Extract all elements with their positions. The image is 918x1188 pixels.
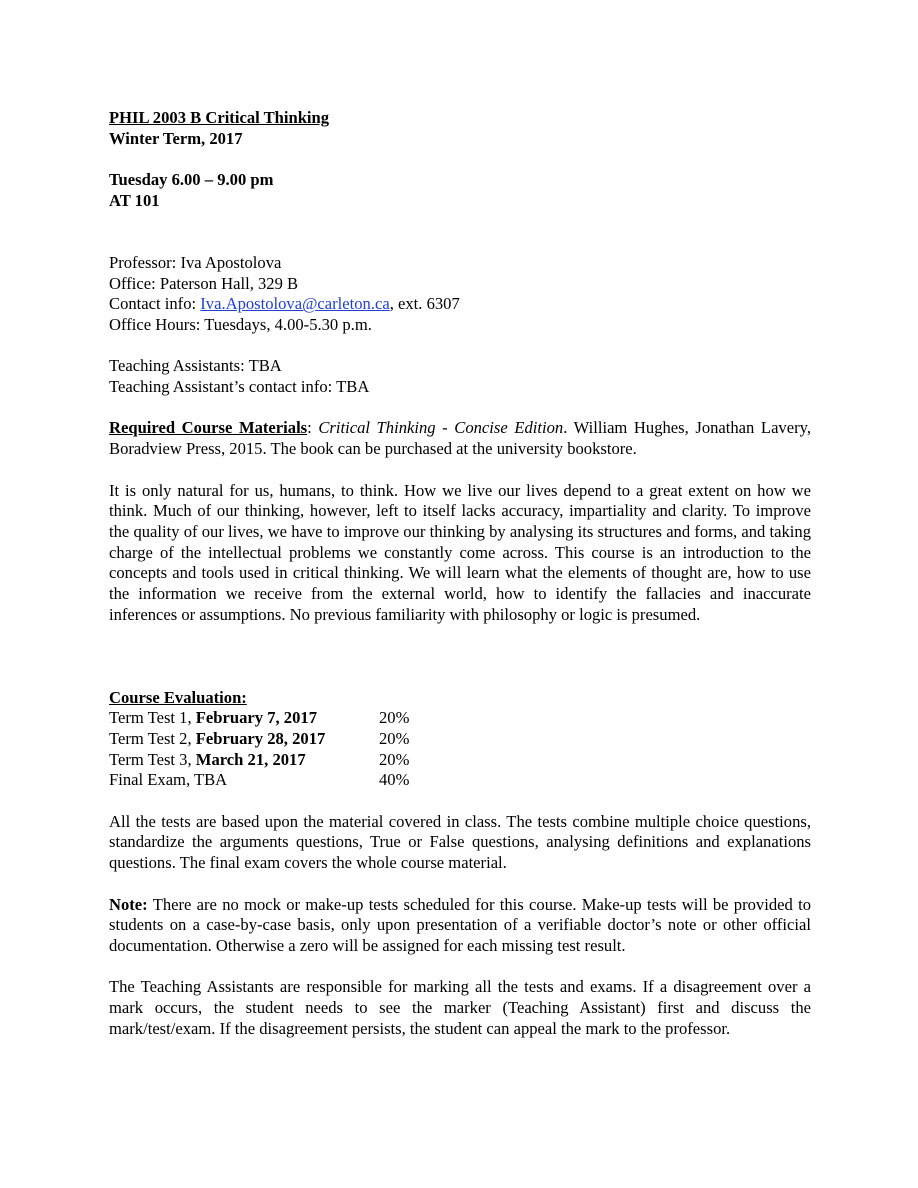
- evaluation-table: [109, 708, 811, 791]
- eval-weight: 20%: [379, 749, 410, 769]
- contact-suffix: , ext. 6307: [389, 294, 460, 314]
- evaluation-row: [109, 770, 811, 791]
- contact-prefix: Contact info:: [109, 294, 201, 314]
- professor-office: Office: Paterson Hall, 329 B: [109, 273, 299, 293]
- course-term: Winter Term, 2017: [109, 128, 243, 148]
- course-time: Tuesday 6.00 – 9.00 pm: [109, 170, 274, 190]
- eval-weight: 20%: [379, 728, 410, 748]
- eval-label: Final Exam, TBA: [109, 770, 228, 790]
- eval-weight: 40%: [379, 770, 410, 790]
- materials-colon: :: [307, 418, 319, 438]
- note-text: There are no mock or make-up tests scheduled for this course. Make-up tests will be provided to students on a case-by-case basis, only upon presentation of a verifiable doctor’s note or other official documentation. Otherwise a zero will be assigned for each missing test result.: [109, 894, 811, 955]
- email-link[interactable]: Iva.Apostolova@carleton.ca: [200, 294, 390, 314]
- makeup-note: [109, 895, 811, 957]
- course-room: AT 101: [109, 190, 160, 210]
- note-label: Note:: [109, 894, 148, 914]
- marking-policy: The Teaching Assistants are responsible for marking all the tests and exams. If a disagreement over a mark occurs, the student needs to see the marker (Teaching Assistant) first and discuss the mark/test/exam. If the disagreement persists, the student can appeal the mark to the professor.: [109, 977, 811, 1038]
- professor-contact: [109, 294, 811, 315]
- eval-label: Term Test 3,: [109, 749, 196, 769]
- evaluation-heading: Course Evaluation:: [109, 687, 247, 707]
- eval-weight: 20%: [379, 708, 410, 728]
- eval-date: March 21, 2017: [195, 749, 306, 769]
- materials-label: Required Course Materials: [109, 418, 308, 438]
- evaluation-row: [109, 729, 811, 750]
- book-title: Critical Thinking - Concise Edition: [318, 418, 564, 438]
- eval-date: February 7, 2017: [195, 708, 317, 728]
- professor-name: Professor: Iva Apostolova: [109, 252, 282, 272]
- evaluation-row: [109, 750, 811, 771]
- ta-contact: Teaching Assistant’s contact info: TBA: [109, 377, 370, 397]
- tests-description: All the tests are based upon the material covered in class. The tests combine multiple choice questions, standardize the arguments questions, True or False questions, analysing definitions and explanations questions. The final exam covers the whole course material.: [109, 811, 811, 873]
- teaching-assistants: Teaching Assistants: TBA: [109, 356, 282, 376]
- eval-date: February 28, 2017: [195, 728, 326, 748]
- course-description: It is only natural for us, humans, to think. How we live our lives depend to a great extent on how we think. Much of our thinking, however, left to itself lacks accuracy, impartiality and clarity. To improve the quality of our lives, we have to improve our thinking by analysing its structures and forms, and taking charge of the intellectual problems we constantly come across. This course is an introduction to the concepts and tools used in critical thinking. We will learn what the elements of thought are, how to use the information we receive from the external world, how to identify the fallacies and inaccurate inferences or assumptions. No previous familiarity with philosophy or logic is presumed.: [109, 480, 811, 624]
- syllabus-page: [109, 108, 811, 1039]
- eval-label: Term Test 1,: [109, 708, 196, 728]
- evaluation-row: [109, 708, 811, 729]
- course-title: PHIL 2003 B Critical Thinking: [109, 108, 330, 127]
- office-hours: Office Hours: Tuesdays, 4.00-5.30 p.m.: [109, 315, 372, 334]
- materials-details: . William Hughes, Jonathan Lavery, Boradview Press, 2015. The book can be purchased at the university bookstore.: [109, 418, 811, 459]
- eval-label: Term Test 2,: [109, 728, 196, 748]
- required-materials: [109, 418, 811, 459]
